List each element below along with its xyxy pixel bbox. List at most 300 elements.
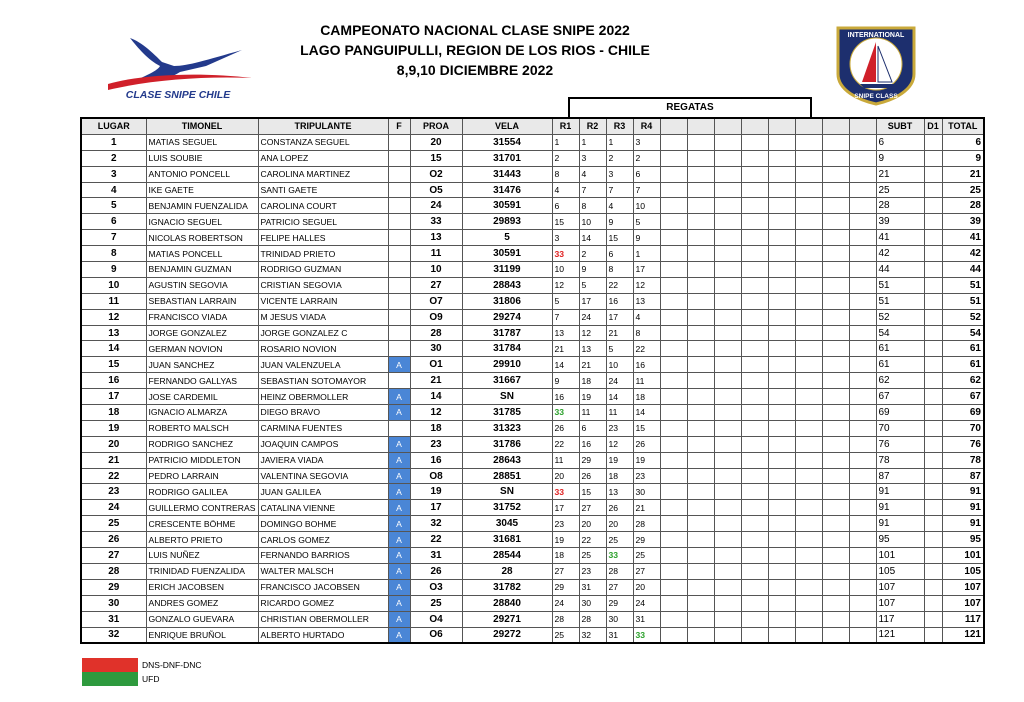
empty-race-cell xyxy=(849,373,876,389)
legend-item xyxy=(82,658,202,672)
proa-cell: O5 xyxy=(410,182,462,198)
race-r3-cell: 30 xyxy=(606,611,633,627)
legend xyxy=(82,658,202,686)
table-row xyxy=(81,389,984,405)
total-cell: 54 xyxy=(942,325,984,341)
vela-cell: 29272 xyxy=(462,627,552,643)
empty-race-cell xyxy=(795,341,822,357)
empty-race-cell xyxy=(795,405,822,421)
table-row xyxy=(81,516,984,532)
empty-race-cell xyxy=(660,134,687,150)
table-row xyxy=(81,293,984,309)
empty-race-cell xyxy=(822,595,849,611)
race-r3-cell: 23 xyxy=(606,420,633,436)
race-r1-cell: 8 xyxy=(552,166,579,182)
empty-race-cell xyxy=(741,516,768,532)
empty-race-cell xyxy=(660,532,687,548)
empty-race-cell xyxy=(768,516,795,532)
race-r4-cell: 22 xyxy=(633,341,660,357)
proa-cell: 18 xyxy=(410,420,462,436)
empty-race-cell xyxy=(795,262,822,278)
tripulante-cell: CONSTANZA SEGUEL xyxy=(258,134,388,150)
empty-race-cell xyxy=(822,309,849,325)
table-row xyxy=(81,357,984,373)
empty-race-cell xyxy=(741,214,768,230)
vela-cell: SN xyxy=(462,484,552,500)
timonel-cell: JORGE GONZALEZ xyxy=(146,325,258,341)
tripulante-cell: DIEGO BRAVO xyxy=(258,405,388,421)
vela-cell: 31786 xyxy=(462,436,552,452)
race-r2-cell: 23 xyxy=(579,563,606,579)
tripulante-cell: SEBASTIAN SOTOMAYOR xyxy=(258,373,388,389)
tripulante-cell: CARMINA FUENTES xyxy=(258,420,388,436)
race-r3-cell: 15 xyxy=(606,230,633,246)
empty-race-cell xyxy=(714,436,741,452)
empty-race-cell xyxy=(849,532,876,548)
timonel-cell: JOSE CARDEMIL xyxy=(146,389,258,405)
total-cell: 61 xyxy=(942,357,984,373)
tripulante-cell: RICARDO GOMEZ xyxy=(258,595,388,611)
tripulante-cell: VALENTINA SEGOVIA xyxy=(258,468,388,484)
empty-race-cell xyxy=(714,405,741,421)
race-r4-cell: 13 xyxy=(633,293,660,309)
vela-cell: 30591 xyxy=(462,246,552,262)
vela-cell: 31701 xyxy=(462,150,552,166)
empty-race-cell xyxy=(849,516,876,532)
empty-race-cell xyxy=(795,277,822,293)
empty-race-cell xyxy=(687,627,714,643)
proa-cell: 27 xyxy=(410,277,462,293)
empty-race-cell xyxy=(741,309,768,325)
lugar-cell: 2 xyxy=(81,150,146,166)
subtotal-cell: 107 xyxy=(876,579,924,595)
race-r2-cell: 1 xyxy=(579,134,606,150)
empty-race-cell xyxy=(822,134,849,150)
empty-race-cell xyxy=(822,357,849,373)
race-r2-cell: 27 xyxy=(579,500,606,516)
race-r4-cell: 1 xyxy=(633,246,660,262)
empty-race-cell xyxy=(687,246,714,262)
empty-race-cell xyxy=(768,563,795,579)
table-row xyxy=(81,611,984,627)
race-r3-cell: 4 xyxy=(606,198,633,214)
discard-cell xyxy=(924,277,942,293)
subtotal-cell: 21 xyxy=(876,166,924,182)
race-r2-cell: 11 xyxy=(579,405,606,421)
subtotal-cell: 91 xyxy=(876,500,924,516)
fleet-cell: A xyxy=(388,627,410,643)
race-r4-cell: 20 xyxy=(633,579,660,595)
empty-race-cell xyxy=(687,150,714,166)
vela-cell: 3045 xyxy=(462,516,552,532)
race-r4-cell: 12 xyxy=(633,277,660,293)
empty-race-cell xyxy=(795,500,822,516)
timonel-cell: MATIAS PONCELL xyxy=(146,246,258,262)
empty-race-cell xyxy=(822,563,849,579)
tripulante-cell: HEINZ OBERMOLLER xyxy=(258,389,388,405)
tripulante-cell: ALBERTO HURTADO xyxy=(258,627,388,643)
race-r4-cell: 11 xyxy=(633,373,660,389)
empty-race-cell xyxy=(822,611,849,627)
race-r4-cell: 18 xyxy=(633,389,660,405)
race-r3-cell: 25 xyxy=(606,532,633,548)
empty-race-cell xyxy=(687,389,714,405)
empty-race-cell xyxy=(768,166,795,182)
lugar-cell: 22 xyxy=(81,468,146,484)
tripulante-cell: WALTER MALSCH xyxy=(258,563,388,579)
lugar-cell: 29 xyxy=(81,579,146,595)
subtotal-cell: 25 xyxy=(876,182,924,198)
race-r1-cell: 16 xyxy=(552,389,579,405)
race-r4-cell: 24 xyxy=(633,595,660,611)
race-r3-cell: 20 xyxy=(606,516,633,532)
empty-race-cell xyxy=(741,373,768,389)
proa-cell: 33 xyxy=(410,214,462,230)
total-cell: 76 xyxy=(942,436,984,452)
empty-race-cell xyxy=(795,436,822,452)
vela-cell: 28643 xyxy=(462,452,552,468)
table-row xyxy=(81,500,984,516)
race-r3-cell: 3 xyxy=(606,166,633,182)
total-cell: 41 xyxy=(942,230,984,246)
race-r1-cell: 13 xyxy=(552,325,579,341)
vela-cell: 31476 xyxy=(462,182,552,198)
race-r2-cell: 9 xyxy=(579,262,606,278)
race-r3-cell: 18 xyxy=(606,468,633,484)
tripulante-cell: CATALINA VIENNE xyxy=(258,500,388,516)
empty-race-cell xyxy=(714,500,741,516)
race-r1-cell: 27 xyxy=(552,563,579,579)
empty-race-cell xyxy=(768,532,795,548)
empty-race-cell xyxy=(822,420,849,436)
empty-race-cell xyxy=(768,484,795,500)
race-r2-cell: 14 xyxy=(579,230,606,246)
empty-race-cell xyxy=(741,230,768,246)
empty-race-cell xyxy=(822,436,849,452)
subtotal-cell: 52 xyxy=(876,309,924,325)
empty-race-cell xyxy=(849,452,876,468)
fleet-cell: A xyxy=(388,595,410,611)
race-r2-cell: 21 xyxy=(579,357,606,373)
vela-cell: 31667 xyxy=(462,373,552,389)
timonel-cell: MATIAS SEGUEL xyxy=(146,134,258,150)
race-r1-cell: 15 xyxy=(552,214,579,230)
fleet-cell: A xyxy=(388,452,410,468)
empty-race-cell xyxy=(687,262,714,278)
empty-race-cell xyxy=(849,420,876,436)
table-row xyxy=(81,452,984,468)
column-header-vela: VELA xyxy=(462,118,552,134)
vela-cell: 29910 xyxy=(462,357,552,373)
total-cell: 107 xyxy=(942,595,984,611)
timonel-cell: ENRIQUE BRUÑOL xyxy=(146,627,258,643)
fleet-cell: A xyxy=(388,436,410,452)
timonel-cell: ALBERTO PRIETO xyxy=(146,532,258,548)
empty-race-cell xyxy=(714,293,741,309)
race-r3-cell: 11 xyxy=(606,405,633,421)
timonel-cell: BENJAMIN GUZMAN xyxy=(146,262,258,278)
vela-cell: 28851 xyxy=(462,468,552,484)
empty-race-cell xyxy=(687,277,714,293)
total-cell: 39 xyxy=(942,214,984,230)
lugar-cell: 21 xyxy=(81,452,146,468)
total-cell: 87 xyxy=(942,468,984,484)
table-row xyxy=(81,627,984,643)
proa-cell: O3 xyxy=(410,579,462,595)
total-cell: 91 xyxy=(942,500,984,516)
empty-race-cell xyxy=(660,198,687,214)
race-r2-cell: 20 xyxy=(579,516,606,532)
empty-race-cell xyxy=(660,325,687,341)
empty-race-cell xyxy=(660,595,687,611)
fleet-cell xyxy=(388,293,410,309)
race-r3-cell: 33 xyxy=(606,548,633,564)
proa-cell: 25 xyxy=(410,595,462,611)
empty-race-cell xyxy=(822,293,849,309)
empty-race-cell xyxy=(849,595,876,611)
legend-item xyxy=(82,672,202,686)
empty-race-cell xyxy=(714,516,741,532)
lugar-cell: 27 xyxy=(81,548,146,564)
race-r2-cell: 15 xyxy=(579,484,606,500)
subtotal-cell: 28 xyxy=(876,198,924,214)
empty-race-cell xyxy=(822,150,849,166)
logo-left-text: CLASE SNIPE CHILE xyxy=(125,89,231,101)
empty-race-cell xyxy=(822,277,849,293)
table-row xyxy=(81,548,984,564)
empty-race-cell xyxy=(849,548,876,564)
fleet-cell xyxy=(388,309,410,325)
subtotal-cell: 105 xyxy=(876,563,924,579)
empty-race-cell xyxy=(660,468,687,484)
fleet-cell xyxy=(388,341,410,357)
empty-race-cell xyxy=(687,468,714,484)
timonel-cell: CRESCENTE BÖHME xyxy=(146,516,258,532)
empty-race-cell xyxy=(795,134,822,150)
race-r4-cell: 2 xyxy=(633,150,660,166)
race-r1-cell: 23 xyxy=(552,516,579,532)
total-cell: 42 xyxy=(942,246,984,262)
race-r3-cell: 22 xyxy=(606,277,633,293)
vela-cell: 31782 xyxy=(462,579,552,595)
lugar-cell: 13 xyxy=(81,325,146,341)
race-r2-cell: 3 xyxy=(579,150,606,166)
empty-race-cell xyxy=(741,532,768,548)
fleet-cell: A xyxy=(388,357,410,373)
timonel-cell: IGNACIO ALMARZA xyxy=(146,405,258,421)
empty-race-cell xyxy=(687,230,714,246)
empty-race-cell xyxy=(795,595,822,611)
empty-race-cell xyxy=(822,230,849,246)
empty-race-cell xyxy=(768,611,795,627)
race-r2-cell: 25 xyxy=(579,548,606,564)
empty-race-cell xyxy=(714,325,741,341)
empty-race-cell xyxy=(768,277,795,293)
empty-race-cell xyxy=(687,182,714,198)
empty-race-cell xyxy=(714,277,741,293)
tripulante-cell: CHRISTIAN OBERMOLLER xyxy=(258,611,388,627)
empty-race-cell xyxy=(714,468,741,484)
empty-race-cell xyxy=(741,389,768,405)
empty-race-cell xyxy=(849,214,876,230)
total-cell: 52 xyxy=(942,309,984,325)
empty-race-cell xyxy=(687,436,714,452)
empty-race-cell xyxy=(822,452,849,468)
tripulante-cell: JUAN GALILEA xyxy=(258,484,388,500)
total-cell: 25 xyxy=(942,182,984,198)
empty-race-cell xyxy=(822,579,849,595)
subtotal-cell: 6 xyxy=(876,134,924,150)
discard-cell xyxy=(924,262,942,278)
empty-race-cell xyxy=(687,134,714,150)
discard-cell xyxy=(924,325,942,341)
empty-race-cell xyxy=(849,166,876,182)
empty-race-cell xyxy=(714,389,741,405)
empty-race-cell xyxy=(660,452,687,468)
proa-cell: 21 xyxy=(410,373,462,389)
race-r2-cell: 10 xyxy=(579,214,606,230)
empty-race-cell xyxy=(849,198,876,214)
column-header-blank-11 xyxy=(687,118,714,134)
fleet-cell xyxy=(388,166,410,182)
race-r3-cell: 8 xyxy=(606,262,633,278)
empty-race-cell xyxy=(660,548,687,564)
vela-cell: 28843 xyxy=(462,277,552,293)
fleet-cell: A xyxy=(388,532,410,548)
proa-cell: 30 xyxy=(410,341,462,357)
table-row xyxy=(81,468,984,484)
race-r2-cell: 4 xyxy=(579,166,606,182)
race-r1-cell: 17 xyxy=(552,500,579,516)
tripulante-cell: JAVIERA VIADA xyxy=(258,452,388,468)
race-r3-cell: 21 xyxy=(606,325,633,341)
subtotal-cell: 67 xyxy=(876,389,924,405)
empty-race-cell xyxy=(687,341,714,357)
lugar-cell: 6 xyxy=(81,214,146,230)
race-r3-cell: 31 xyxy=(606,627,633,643)
race-r4-cell: 5 xyxy=(633,214,660,230)
race-r3-cell: 19 xyxy=(606,452,633,468)
fleet-cell xyxy=(388,230,410,246)
total-cell: 69 xyxy=(942,405,984,421)
total-cell: 101 xyxy=(942,548,984,564)
empty-race-cell xyxy=(741,420,768,436)
race-r1-cell: 1 xyxy=(552,134,579,150)
empty-race-cell xyxy=(687,484,714,500)
subtotal-cell: 121 xyxy=(876,627,924,643)
subtotal-cell: 62 xyxy=(876,373,924,389)
empty-race-cell xyxy=(660,420,687,436)
empty-race-cell xyxy=(741,595,768,611)
empty-race-cell xyxy=(822,627,849,643)
discard-cell xyxy=(924,166,942,182)
subtotal-cell: 69 xyxy=(876,405,924,421)
empty-race-cell xyxy=(714,182,741,198)
table-row xyxy=(81,198,984,214)
discard-cell xyxy=(924,182,942,198)
empty-race-cell xyxy=(768,150,795,166)
empty-race-cell xyxy=(741,484,768,500)
discard-cell xyxy=(924,309,942,325)
fleet-cell xyxy=(388,373,410,389)
empty-race-cell xyxy=(768,214,795,230)
lugar-cell: 20 xyxy=(81,436,146,452)
column-header-f: F xyxy=(388,118,410,134)
total-cell: 51 xyxy=(942,293,984,309)
empty-race-cell xyxy=(714,230,741,246)
fleet-cell xyxy=(388,134,410,150)
empty-race-cell xyxy=(822,516,849,532)
empty-race-cell xyxy=(741,166,768,182)
race-r4-cell: 29 xyxy=(633,532,660,548)
subtotal-cell: 42 xyxy=(876,246,924,262)
race-r4-cell: 31 xyxy=(633,611,660,627)
empty-race-cell xyxy=(714,420,741,436)
empty-race-cell xyxy=(714,357,741,373)
empty-race-cell xyxy=(795,611,822,627)
empty-race-cell xyxy=(741,150,768,166)
table-row xyxy=(81,214,984,230)
empty-race-cell xyxy=(849,563,876,579)
race-r2-cell: 28 xyxy=(579,611,606,627)
race-r3-cell: 24 xyxy=(606,373,633,389)
empty-race-cell xyxy=(714,166,741,182)
total-cell: 21 xyxy=(942,166,984,182)
race-r1-cell: 5 xyxy=(552,293,579,309)
timonel-cell: JUAN SANCHEZ xyxy=(146,357,258,373)
empty-race-cell xyxy=(660,214,687,230)
fleet-cell xyxy=(388,420,410,436)
race-r2-cell: 17 xyxy=(579,293,606,309)
tripulante-cell: CAROLINA MARTINEZ xyxy=(258,166,388,182)
vela-cell: 28840 xyxy=(462,595,552,611)
empty-race-cell xyxy=(795,627,822,643)
subtotal-cell: 51 xyxy=(876,293,924,309)
lugar-cell: 16 xyxy=(81,373,146,389)
column-header-r1: R1 xyxy=(552,118,579,134)
tripulante-cell: FERNANDO BARRIOS xyxy=(258,548,388,564)
table-header-row xyxy=(81,118,984,134)
empty-race-cell xyxy=(849,182,876,198)
legend-label: UFD xyxy=(142,674,160,684)
race-r3-cell: 7 xyxy=(606,182,633,198)
fleet-cell xyxy=(388,198,410,214)
race-r4-cell: 27 xyxy=(633,563,660,579)
race-r1-cell: 10 xyxy=(552,262,579,278)
empty-race-cell xyxy=(687,405,714,421)
empty-race-cell xyxy=(687,373,714,389)
empty-race-cell xyxy=(687,420,714,436)
timonel-cell: FRANCISCO VIADA xyxy=(146,309,258,325)
empty-race-cell xyxy=(768,325,795,341)
empty-race-cell xyxy=(822,548,849,564)
empty-race-cell xyxy=(849,579,876,595)
discard-cell xyxy=(924,627,942,643)
lugar-cell: 17 xyxy=(81,389,146,405)
empty-race-cell xyxy=(768,420,795,436)
subtotal-cell: 87 xyxy=(876,468,924,484)
subtotal-cell: 54 xyxy=(876,325,924,341)
empty-race-cell xyxy=(822,198,849,214)
empty-race-cell xyxy=(660,500,687,516)
table-row xyxy=(81,436,984,452)
race-r4-cell: 15 xyxy=(633,420,660,436)
empty-race-cell xyxy=(768,357,795,373)
fleet-cell: A xyxy=(388,548,410,564)
empty-race-cell xyxy=(660,293,687,309)
lugar-cell: 7 xyxy=(81,230,146,246)
discard-cell xyxy=(924,500,942,516)
